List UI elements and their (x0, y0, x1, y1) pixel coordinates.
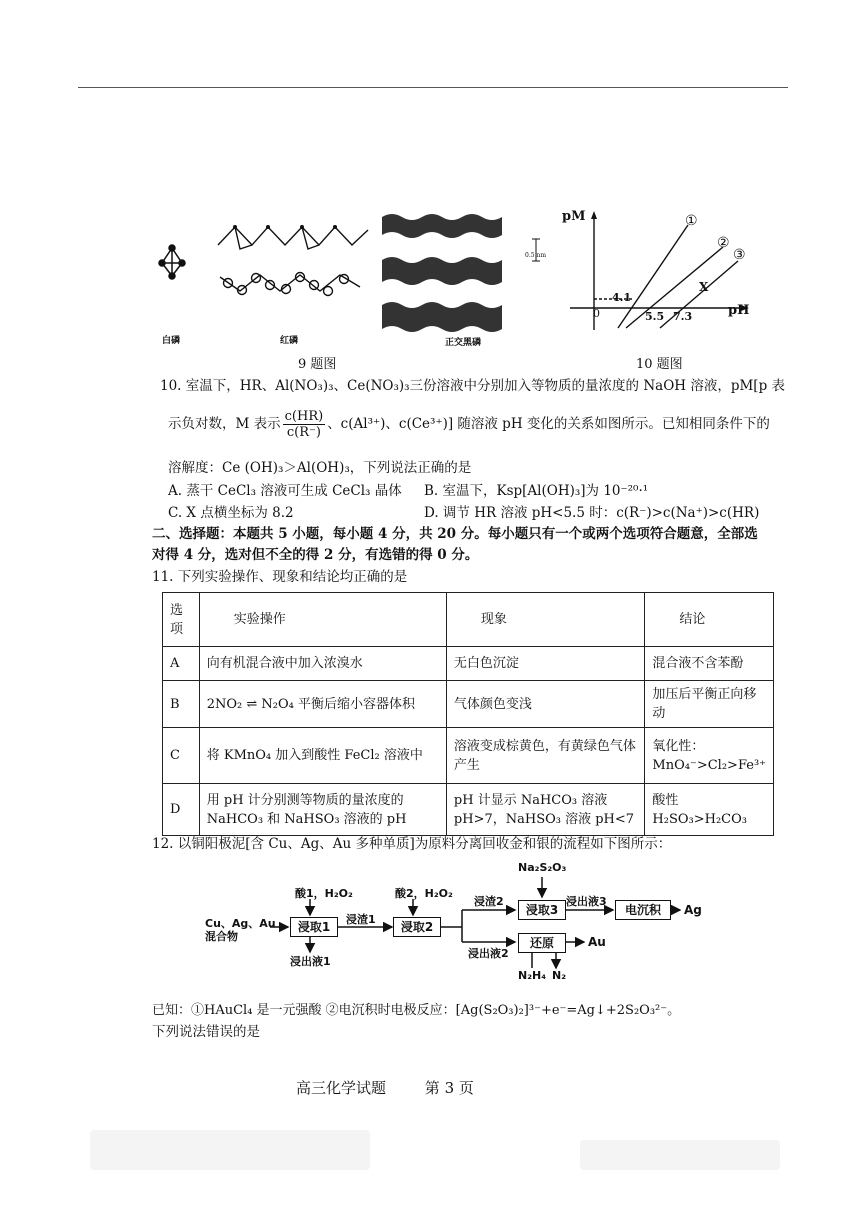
curve-2-label: ② (717, 235, 730, 251)
scan-smudge (90, 1130, 370, 1170)
table-header-row (163, 593, 774, 647)
curve-3-label: ③ (733, 247, 746, 263)
gold-product: Au (588, 935, 606, 949)
raw-material-line2: 混合物 (205, 930, 238, 943)
row-a-operation: 向有机混合液中加入浓溴水 (199, 647, 446, 681)
row-d-phenomenon: pH 计显示 NaHCO₃ 溶液 pH>7，NaHSO₃ 溶液 pH<7 (446, 784, 645, 836)
row-b-option: B (163, 681, 200, 728)
mark-4-1: 4.1 (612, 291, 632, 304)
q11-stem: 11. 下列实验操作、现象和结论均正确的是 (152, 569, 408, 585)
point-x-label: X (699, 280, 709, 294)
thiosulfate-label: Na₂S₂O₃ (518, 861, 567, 874)
label-black-phosphorus: 正交黑磷 (445, 338, 482, 348)
figure-10 (560, 205, 760, 345)
fraction-denominator: c(R⁻) (286, 425, 321, 440)
fraction-numerator: c(HR) (284, 409, 324, 424)
q12-known: 已知：①HAuCl₄ 是一元强酸 ②电沉积时电极反应：[Ag(S₂O₃)₂]³⁻+e⁻=Ag↓+2S₂O₃²⁻。 (152, 1003, 681, 1018)
residue2-label: 浸渣2 (474, 895, 504, 908)
header-option: 选项 (163, 593, 200, 647)
footer-subject: 高三化学试题 (296, 1079, 387, 1097)
silver-product: Ag (684, 903, 702, 917)
scan-smudge (580, 1140, 780, 1170)
q10-line2 (168, 406, 770, 442)
page-footer (296, 1077, 474, 1098)
header-operation: 实验操作 (199, 593, 446, 647)
q10-option-d: D. 调节 HR 溶液 pH<5.5 时：c(R⁻)>c(Na⁺)>c(HR) (424, 505, 760, 521)
leachate1-label: 浸出液1 (290, 955, 331, 968)
row-b-operation: 2NO₂ ⇌ N₂O₄ 平衡后缩小容器体积 (199, 681, 446, 728)
figure-9-caption: 9 题图 (298, 357, 337, 372)
q11-table (162, 592, 774, 836)
row-b-phenomenon: 气体颜色变浅 (446, 681, 645, 728)
q10-line2-b: 、c(Al³⁺)、c(Ce³⁺)] 随溶液 pH 变化的关系如图所示。已知相同条件下的 (327, 416, 770, 432)
row-c-operation: 将 KMnO₄ 加入到酸性 FeCl₂ 溶液中 (199, 728, 446, 784)
mark-7-3: 7.3 (673, 310, 693, 323)
figure-9 (150, 205, 550, 365)
q10-option-c: C. X 点横坐标为 8.2 (168, 505, 294, 521)
q10-option-a: A. 蒸干 CeCl₃ 溶液可生成 CeCl₃ 晶体 (168, 483, 402, 499)
q10-line1: 10. 室温下，HR、Al(NO₃)₃、Ce(NO₃)₃三份溶液中分别加入等物质的量浓度的 NaOH 溶液，pM[p 表 (160, 378, 786, 394)
figure-10-caption: 10 题图 (636, 357, 683, 372)
q10-fraction (283, 409, 326, 440)
reduction-box: 还原 (518, 933, 566, 953)
phosphorus-structures-drawing (150, 205, 550, 345)
origin-label: 0 (593, 307, 600, 320)
leachate3-label: 浸出液3 (566, 895, 607, 908)
leachate2-label: 浸出液2 (468, 947, 509, 960)
header-phenomenon: 现象 (446, 593, 645, 647)
q12-ask: 下列说法错误的是 (152, 1024, 260, 1040)
acid2-label: 酸2，H₂O₂ (395, 887, 453, 900)
scale-label: 0.5 nm (525, 252, 547, 259)
table-row (163, 647, 774, 681)
y-axis-label: pM (562, 209, 586, 224)
label-red-phosphorus: 红磷 (280, 336, 299, 346)
section-2-line2: 对得 4 分，选对但不全的得 2 分，有选错的得 0 分。 (152, 547, 479, 563)
curve-1-label: ① (685, 213, 698, 229)
leach1-box: 浸取1 (290, 917, 338, 937)
q12-flowchart (200, 855, 720, 985)
row-d-conclusion: 酸性 H₂SO₃>H₂CO₃ (645, 784, 774, 836)
label-white-phosphorus: 白磷 (162, 336, 181, 346)
leach2-box: 浸取2 (393, 917, 441, 937)
residue1-label: 浸渣1 (346, 913, 376, 926)
header-rule (78, 87, 788, 88)
acid1-label: 酸1，H₂O₂ (295, 887, 353, 900)
row-c-phenomenon: 溶液变成棕黄色，有黄绿色气体产生 (446, 728, 645, 784)
q10-line3: 溶解度：Ce (OH)₃＞Al(OH)₃，下列说法正确的是 (168, 460, 472, 476)
q10-line2-a: 示负对数，M 表示 (168, 416, 281, 432)
row-c-option: C (163, 728, 200, 784)
row-c-conclusion: 氧化性：MnO₄⁻>Cl₂>Fe³⁺ (645, 728, 774, 784)
x-axis-label: pH (728, 303, 750, 318)
row-b-conclusion: 加压后平衡正向移动 (645, 681, 774, 728)
header-conclusion: 结论 (645, 593, 774, 647)
pm-ph-graph (560, 205, 760, 345)
row-d-operation: 用 pH 计分别测等物质的量浓度的 NaHCO₃ 和 NaHSO₃ 溶液的 pH (199, 784, 446, 836)
nitrogen-label: N₂ (552, 969, 567, 982)
row-d-option: D (163, 784, 200, 836)
hydrazine-label: N₂H₄ (518, 969, 547, 982)
electrodeposition-box: 电沉积 (615, 900, 671, 920)
table-row (163, 728, 774, 784)
leach3-box: 浸取3 (518, 900, 566, 920)
flowchart-arrows (200, 855, 720, 985)
row-a-conclusion: 混合液不含苯酚 (645, 647, 774, 681)
table-row (163, 681, 774, 728)
section-2-line1: 二、选择题：本题共 5 小题，每小题 4 分，共 20 分。每小题只有一个或两个选项符合题意，全部选 (152, 526, 758, 542)
row-a-phenomenon: 无白色沉淀 (446, 647, 645, 681)
mark-5-5: 5.5 (645, 310, 665, 323)
footer-page: 第 3 页 (424, 1079, 474, 1097)
row-a-option: A (163, 647, 200, 681)
table-row (163, 784, 774, 836)
q12-stem: 12. 以铜阳极泥[含 Cu、Ag、Au 多种单质]为原料分离回收金和银的流程如下图所示： (152, 836, 672, 852)
raw-material-line1: Cu、Ag、Au (205, 917, 276, 930)
q10-option-b: B. 室温下，Ksp[Al(OH)₃]为 10⁻²⁰·¹ (424, 483, 649, 499)
